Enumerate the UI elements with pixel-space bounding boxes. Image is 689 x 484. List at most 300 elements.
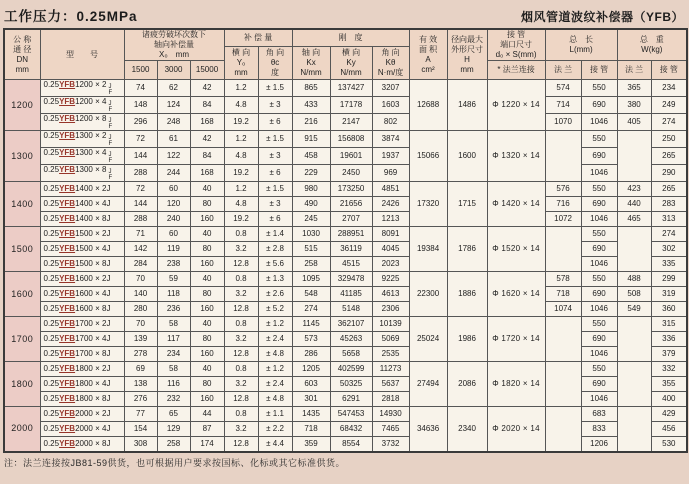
cell-x0-1500: 276	[124, 392, 157, 407]
cell-length-pipe: 550	[581, 362, 617, 377]
cell-port-size: Φ 1220 × 14	[487, 80, 545, 131]
cell-x0-3000: 65	[157, 407, 190, 422]
cell-effective-area: 27494	[409, 362, 447, 407]
cell-x0-1500: 278	[124, 347, 157, 362]
cell-x0-1500: 284	[124, 257, 157, 272]
joint-type-stack: J F	[108, 169, 113, 181]
cell-stiffness-kx: 915	[292, 131, 330, 148]
cell-model: 0.25YFB1300 × 4 J F	[40, 148, 124, 165]
table-row	[4, 422, 687, 437]
cell-angular-theta: ± 2.4	[258, 377, 292, 392]
table-row	[4, 407, 687, 422]
cell-lateral-y0: 3.2	[224, 377, 258, 392]
joint-type-stack: J F	[108, 118, 113, 130]
cell-stiffness-ky: 156808	[330, 131, 372, 148]
table-row	[4, 80, 687, 97]
model-series-code: YFB	[59, 229, 76, 239]
cell-model: 0.25YFB1800 × 2J	[40, 362, 124, 377]
cell-stiffness-ktheta: 11273	[372, 362, 409, 377]
cell-x0-1500: 148	[124, 97, 157, 114]
cell-angular-theta: ± 2.2	[258, 422, 292, 437]
cell-x0-3000: 120	[157, 197, 190, 212]
model-series-code: YFB	[59, 379, 76, 389]
cell-angular-theta: ± 1.4	[258, 227, 292, 242]
cell-model: 0.25YFB1300 × 2 J F	[40, 131, 124, 148]
cell-weight-pipe: 332	[651, 362, 687, 377]
table-row	[4, 197, 687, 212]
cell-x0-15000: 168	[190, 114, 224, 131]
model-series-code: YFB	[59, 184, 76, 194]
cell-weight-pipe: 283	[651, 197, 687, 212]
cell-weight-flange-empty	[617, 362, 651, 407]
cell-weight-pipe: 379	[651, 347, 687, 362]
cell-x0-3000: 122	[157, 148, 190, 165]
cell-stiffness-kx: 515	[292, 242, 330, 257]
cell-radial-max-h: 1715	[447, 182, 487, 227]
model-series-code: YFB	[59, 319, 76, 329]
cell-lateral-y0: 4.8	[224, 197, 258, 212]
cell-stiffness-kx: 216	[292, 114, 330, 131]
cell-angular-theta: ± 5.2	[258, 302, 292, 317]
cell-weight-flange: 488	[617, 272, 651, 287]
col-group-weight: 总 重 W(kg)	[617, 29, 687, 61]
cell-weight-pipe: 299	[651, 272, 687, 287]
cell-lateral-y0: 0.8	[224, 227, 258, 242]
cell-model: 0.25YFB1200 × 2 J F	[40, 80, 124, 97]
cell-port-size: Φ 2020 × 14	[487, 407, 545, 452]
cell-weight-pipe: 360	[651, 302, 687, 317]
cell-dn: 1800	[4, 362, 40, 407]
cell-length-flange-empty	[545, 317, 581, 362]
cell-x0-15000: 80	[190, 377, 224, 392]
cell-length-flange: 714	[545, 97, 581, 114]
cell-stiffness-ktheta: 802	[372, 114, 409, 131]
model-series-code: YFB	[59, 131, 76, 140]
cell-angular-theta: ± 6	[258, 212, 292, 227]
cell-angular-theta: ± 4.4	[258, 437, 292, 452]
cell-x0-3000: 59	[157, 272, 190, 287]
cell-stiffness-kx: 573	[292, 332, 330, 347]
cell-x0-3000: 232	[157, 392, 190, 407]
cell-x0-3000: 119	[157, 242, 190, 257]
cell-stiffness-ky: 2707	[330, 212, 372, 227]
cell-x0-15000: 80	[190, 242, 224, 257]
cell-stiffness-kx: 548	[292, 287, 330, 302]
cell-lateral-y0: 19.2	[224, 165, 258, 182]
cell-radial-max-h: 1886	[447, 272, 487, 317]
cell-x0-1500: 308	[124, 437, 157, 452]
cell-length-pipe: 690	[581, 197, 617, 212]
cell-lateral-y0: 12.8	[224, 257, 258, 272]
cell-stiffness-ktheta: 14930	[372, 407, 409, 422]
cell-lateral-y0: 12.8	[224, 437, 258, 452]
cell-port-size: Φ 1520 × 14	[487, 227, 545, 272]
cell-model: 0.25YFB1500 × 4J	[40, 242, 124, 257]
cell-weight-pipe: 290	[651, 165, 687, 182]
joint-type-stack: J F	[108, 152, 113, 164]
cell-x0-3000: 244	[157, 165, 190, 182]
cell-x0-1500: 74	[124, 80, 157, 97]
cell-x0-1500: 71	[124, 227, 157, 242]
col-model: 型 号	[40, 29, 124, 80]
cell-stiffness-ky: 45263	[330, 332, 372, 347]
cell-x0-15000: 80	[190, 332, 224, 347]
cell-stiffness-ktheta: 3732	[372, 437, 409, 452]
cell-angular-theta: ± 6	[258, 114, 292, 131]
cell-stiffness-ky: 50325	[330, 377, 372, 392]
cell-lateral-y0: 0.8	[224, 272, 258, 287]
cell-length-pipe: 1206	[581, 437, 617, 452]
model-series-code: YFB	[59, 394, 76, 404]
cell-stiffness-ky: 68432	[330, 422, 372, 437]
cell-stiffness-ktheta: 5069	[372, 332, 409, 347]
cell-stiffness-ky: 6291	[330, 392, 372, 407]
cell-x0-3000: 60	[157, 227, 190, 242]
model-series-code: YFB	[59, 438, 76, 448]
cell-model: 0.25YFB1300 × 8 J F	[40, 165, 124, 182]
cell-x0-1500: 70	[124, 272, 157, 287]
cell-dn: 1200	[4, 80, 40, 131]
cell-length-pipe: 690	[581, 242, 617, 257]
cell-angular-theta: ± 2.4	[258, 332, 292, 347]
cell-x0-3000: 248	[157, 114, 190, 131]
model-series-code: YFB	[59, 199, 76, 209]
cell-weight-pipe: 429	[651, 407, 687, 422]
cell-weight-flange: 405	[617, 114, 651, 131]
cell-x0-3000: 118	[157, 287, 190, 302]
table-row	[4, 148, 687, 165]
cell-dn: 1700	[4, 317, 40, 362]
cell-stiffness-kx: 980	[292, 182, 330, 197]
cell-stiffness-kx: 490	[292, 197, 330, 212]
cell-stiffness-ky: 5148	[330, 302, 372, 317]
cell-weight-pipe: 265	[651, 182, 687, 197]
cell-x0-3000: 117	[157, 332, 190, 347]
cell-x0-15000: 160	[190, 257, 224, 272]
col-port-size: 接 管 端口尺寸 d₀ × S(mm)	[487, 29, 545, 61]
model-series-code: YFB	[59, 424, 76, 434]
cell-lateral-y0: 19.2	[224, 212, 258, 227]
col-fatigue-cycles: 1500	[124, 61, 157, 80]
cell-port-size: Φ 1320 × 14	[487, 131, 545, 182]
cell-lateral-y0: 19.2	[224, 114, 258, 131]
cell-stiffness-ky: 5658	[330, 347, 372, 362]
cell-stiffness-ktheta: 4851	[372, 182, 409, 197]
cell-weight-pipe: 335	[651, 257, 687, 272]
cell-x0-3000: 236	[157, 302, 190, 317]
cell-model: 0.25YFB2000 × 2J	[40, 407, 124, 422]
table-row	[4, 242, 687, 257]
cell-x0-15000: 87	[190, 422, 224, 437]
cell-x0-15000: 42	[190, 131, 224, 148]
col-fatigue-cycles: 15000	[190, 61, 224, 80]
cell-stiffness-ky: 8554	[330, 437, 372, 452]
model-series-code: YFB	[59, 148, 76, 157]
cell-dn: 1600	[4, 272, 40, 317]
cell-effective-area: 17320	[409, 182, 447, 227]
col-stiffness-sub: 横 向 Ky N/mm	[330, 46, 372, 80]
cell-stiffness-ktheta: 10139	[372, 317, 409, 332]
cell-x0-1500: 72	[124, 182, 157, 197]
cell-dn: 1400	[4, 182, 40, 227]
cell-stiffness-ktheta: 9225	[372, 272, 409, 287]
cell-stiffness-kx: 1095	[292, 272, 330, 287]
cell-effective-area: 12688	[409, 80, 447, 131]
cell-weight-pipe: 250	[651, 131, 687, 148]
cell-port-size: Φ 1420 × 14	[487, 182, 545, 227]
cell-x0-15000: 160	[190, 392, 224, 407]
cell-stiffness-kx: 1145	[292, 317, 330, 332]
col-length-sub: 接 管	[581, 61, 617, 80]
cell-angular-theta: ± 5.6	[258, 257, 292, 272]
cell-x0-3000: 61	[157, 131, 190, 148]
cell-model: 0.25YFB2000 × 8J	[40, 437, 124, 452]
cell-length-pipe: 690	[581, 287, 617, 302]
cell-lateral-y0: 3.2	[224, 422, 258, 437]
cell-stiffness-ktheta: 969	[372, 165, 409, 182]
cell-x0-1500: 280	[124, 302, 157, 317]
cell-weight-pipe: 456	[651, 422, 687, 437]
cell-length-pipe: 1046	[581, 347, 617, 362]
cell-length-flange-empty	[545, 407, 581, 452]
cell-length-pipe: 690	[581, 332, 617, 347]
cell-length-pipe: 1046	[581, 257, 617, 272]
cell-x0-3000: 258	[157, 437, 190, 452]
cell-length-flange-empty	[545, 227, 581, 272]
cell-stiffness-kx: 258	[292, 257, 330, 272]
cell-x0-15000: 40	[190, 227, 224, 242]
cell-stiffness-ky: 137427	[330, 80, 372, 97]
cell-x0-3000: 116	[157, 377, 190, 392]
table-row	[4, 332, 687, 347]
cell-angular-theta: ± 1.3	[258, 272, 292, 287]
cell-x0-1500: 144	[124, 197, 157, 212]
cell-angular-theta: ± 1.2	[258, 362, 292, 377]
cell-model: 0.25YFB1700 × 2J	[40, 317, 124, 332]
table-row	[4, 114, 687, 131]
cell-stiffness-kx: 274	[292, 302, 330, 317]
cell-weight-pipe: 530	[651, 437, 687, 452]
col-radial-max: 径向最大 外形尺寸 H mm	[447, 29, 487, 80]
cell-stiffness-kx: 286	[292, 347, 330, 362]
cell-radial-max-h: 2340	[447, 407, 487, 452]
cell-weight-flange-empty	[617, 131, 651, 182]
table-row	[4, 131, 687, 148]
table-row	[4, 287, 687, 302]
model-series-code: YFB	[59, 289, 76, 299]
cell-x0-1500: 139	[124, 332, 157, 347]
cell-stiffness-ktheta: 1213	[372, 212, 409, 227]
cell-length-pipe: 550	[581, 272, 617, 287]
cell-length-flange: 716	[545, 197, 581, 212]
cell-length-pipe: 550	[581, 317, 617, 332]
model-series-code: YFB	[59, 409, 76, 419]
table-row	[4, 257, 687, 272]
cell-lateral-y0: 1.2	[224, 182, 258, 197]
cell-radial-max-h: 1986	[447, 317, 487, 362]
cell-angular-theta: ± 6	[258, 165, 292, 182]
cell-stiffness-kx: 229	[292, 165, 330, 182]
cell-weight-pipe: 313	[651, 212, 687, 227]
cell-x0-1500: 69	[124, 362, 157, 377]
table-row	[4, 362, 687, 377]
model-series-code: YFB	[59, 165, 76, 174]
col-weight-sub: 接 管	[651, 61, 687, 80]
cell-x0-1500: 77	[124, 407, 157, 422]
joint-type-stack: J F	[108, 135, 113, 147]
cell-radial-max-h: 1786	[447, 227, 487, 272]
cell-stiffness-ktheta: 4045	[372, 242, 409, 257]
cell-weight-flange: 380	[617, 97, 651, 114]
cell-lateral-y0: 4.8	[224, 148, 258, 165]
cell-x0-1500: 72	[124, 131, 157, 148]
cell-x0-3000: 62	[157, 80, 190, 97]
cell-stiffness-ky: 288951	[330, 227, 372, 242]
cell-stiffness-ktheta: 1937	[372, 148, 409, 165]
cell-model: 0.25YFB1500 × 2J	[40, 227, 124, 242]
cell-x0-1500: 70	[124, 317, 157, 332]
cell-model: 0.25YFB1400 × 2J	[40, 182, 124, 197]
cell-x0-15000: 168	[190, 165, 224, 182]
cell-length-pipe: 1046	[581, 114, 617, 131]
cell-x0-1500: 142	[124, 242, 157, 257]
cell-model: 0.25YFB1600 × 4J	[40, 287, 124, 302]
cell-stiffness-ky: 4515	[330, 257, 372, 272]
cell-weight-pipe: 274	[651, 227, 687, 242]
cell-angular-theta: ± 1.1	[258, 407, 292, 422]
cell-model: 0.25YFB1500 × 8J	[40, 257, 124, 272]
cell-effective-area: 22300	[409, 272, 447, 317]
cell-angular-theta: ± 1.5	[258, 80, 292, 97]
cell-stiffness-ky: 19601	[330, 148, 372, 165]
cell-lateral-y0: 3.2	[224, 242, 258, 257]
cell-x0-3000: 60	[157, 182, 190, 197]
cell-weight-flange: 508	[617, 287, 651, 302]
cell-length-pipe: 550	[581, 182, 617, 197]
cell-x0-1500: 138	[124, 377, 157, 392]
cell-weight-pipe: 302	[651, 242, 687, 257]
cell-lateral-y0: 12.8	[224, 302, 258, 317]
cell-length-flange: 578	[545, 272, 581, 287]
col-fatigue-cycles: 3000	[157, 61, 190, 80]
cell-length-flange: 1074	[545, 302, 581, 317]
model-series-code: YFB	[59, 259, 76, 269]
cell-stiffness-kx: 865	[292, 80, 330, 97]
cell-stiffness-ky: 2147	[330, 114, 372, 131]
table-body	[4, 80, 687, 452]
col-dn: 公 称 通 径 DN mm	[4, 29, 40, 80]
title-bar	[3, 3, 686, 28]
table-row	[4, 272, 687, 287]
col-group-stiffness: 刚 度	[292, 29, 409, 46]
cell-length-pipe: 690	[581, 377, 617, 392]
cell-length-flange: 1072	[545, 212, 581, 227]
cell-x0-1500: 140	[124, 287, 157, 302]
cell-weight-pipe: 265	[651, 148, 687, 165]
cell-angular-theta: ± 3	[258, 148, 292, 165]
cell-weight-flange-empty	[617, 317, 651, 362]
table-row	[4, 347, 687, 362]
cell-stiffness-kx: 1435	[292, 407, 330, 422]
joint-type-stack: J F	[108, 84, 113, 96]
cell-stiffness-kx: 433	[292, 97, 330, 114]
cell-lateral-y0: 3.2	[224, 287, 258, 302]
cell-port-size: Φ 1720 × 14	[487, 317, 545, 362]
cell-x0-3000: 58	[157, 317, 190, 332]
cell-stiffness-ky: 362107	[330, 317, 372, 332]
cell-stiffness-ky: 329478	[330, 272, 372, 287]
cell-weight-pipe: 274	[651, 114, 687, 131]
cell-weight-pipe: 355	[651, 377, 687, 392]
cell-length-pipe: 833	[581, 422, 617, 437]
cell-x0-15000: 160	[190, 302, 224, 317]
cell-length-flange-empty	[545, 131, 581, 182]
cell-x0-15000: 40	[190, 272, 224, 287]
spec-table	[3, 28, 688, 453]
cell-effective-area: 34636	[409, 407, 447, 452]
cell-weight-flange: 365	[617, 80, 651, 97]
footnote: 注：法兰连接按JB81-59供货，也可根据用户要求按国标、化标或其它标准供货。	[4, 457, 346, 468]
cell-stiffness-kx: 301	[292, 392, 330, 407]
cell-x0-15000: 40	[190, 362, 224, 377]
cell-radial-max-h: 2086	[447, 362, 487, 407]
col-group-compensation: 补 偿 量	[224, 29, 292, 46]
cell-length-pipe: 690	[581, 148, 617, 165]
cell-angular-theta: ± 2.8	[258, 242, 292, 257]
cell-weight-pipe: 249	[651, 97, 687, 114]
cell-stiffness-ktheta: 2306	[372, 302, 409, 317]
cell-effective-area: 15066	[409, 131, 447, 182]
table-row	[4, 165, 687, 182]
cell-length-pipe: 1046	[581, 165, 617, 182]
cell-x0-15000: 42	[190, 80, 224, 97]
cell-x0-3000: 124	[157, 97, 190, 114]
cell-x0-3000: 58	[157, 362, 190, 377]
cell-weight-pipe: 319	[651, 287, 687, 302]
table-row	[4, 302, 687, 317]
col-compensation-sub: 角 向 θc 度	[258, 46, 292, 80]
cell-stiffness-ktheta: 8091	[372, 227, 409, 242]
cell-stiffness-ktheta: 5637	[372, 377, 409, 392]
cell-angular-theta: ± 1.5	[258, 131, 292, 148]
cell-length-flange: 576	[545, 182, 581, 197]
cell-stiffness-ktheta: 3874	[372, 131, 409, 148]
cell-model: 0.25YFB1400 × 4J	[40, 197, 124, 212]
cell-dn: 1500	[4, 227, 40, 272]
table-row	[4, 377, 687, 392]
cell-lateral-y0: 12.8	[224, 347, 258, 362]
col-group-axial-compensation: 诸疲劳破坏次数下 轴向补偿量 X₀ mm	[124, 29, 224, 61]
cell-stiffness-ky: 173250	[330, 182, 372, 197]
col-stiffness-sub: 角 向 Kθ N·m/度	[372, 46, 409, 80]
cell-radial-max-h: 1600	[447, 131, 487, 182]
cell-lateral-y0: 1.2	[224, 80, 258, 97]
cell-length-pipe: 550	[581, 227, 617, 242]
cell-dn: 2000	[4, 407, 40, 452]
cell-stiffness-ky: 41185	[330, 287, 372, 302]
cell-stiffness-ky: 402599	[330, 362, 372, 377]
col-stiffness-sub: 轴 向 Kx N/mm	[292, 46, 330, 80]
cell-model: 0.25YFB1600 × 2J	[40, 272, 124, 287]
cell-weight-flange: 440	[617, 197, 651, 212]
cell-model: 0.25YFB1800 × 4J	[40, 377, 124, 392]
product-title: 烟风管道波纹补偿器（YFB）	[520, 10, 684, 24]
cell-stiffness-kx: 718	[292, 422, 330, 437]
cell-x0-15000: 84	[190, 97, 224, 114]
model-series-code: YFB	[59, 349, 76, 359]
cell-stiffness-ktheta: 3207	[372, 80, 409, 97]
cell-model: 0.25YFB2000 × 4J	[40, 422, 124, 437]
